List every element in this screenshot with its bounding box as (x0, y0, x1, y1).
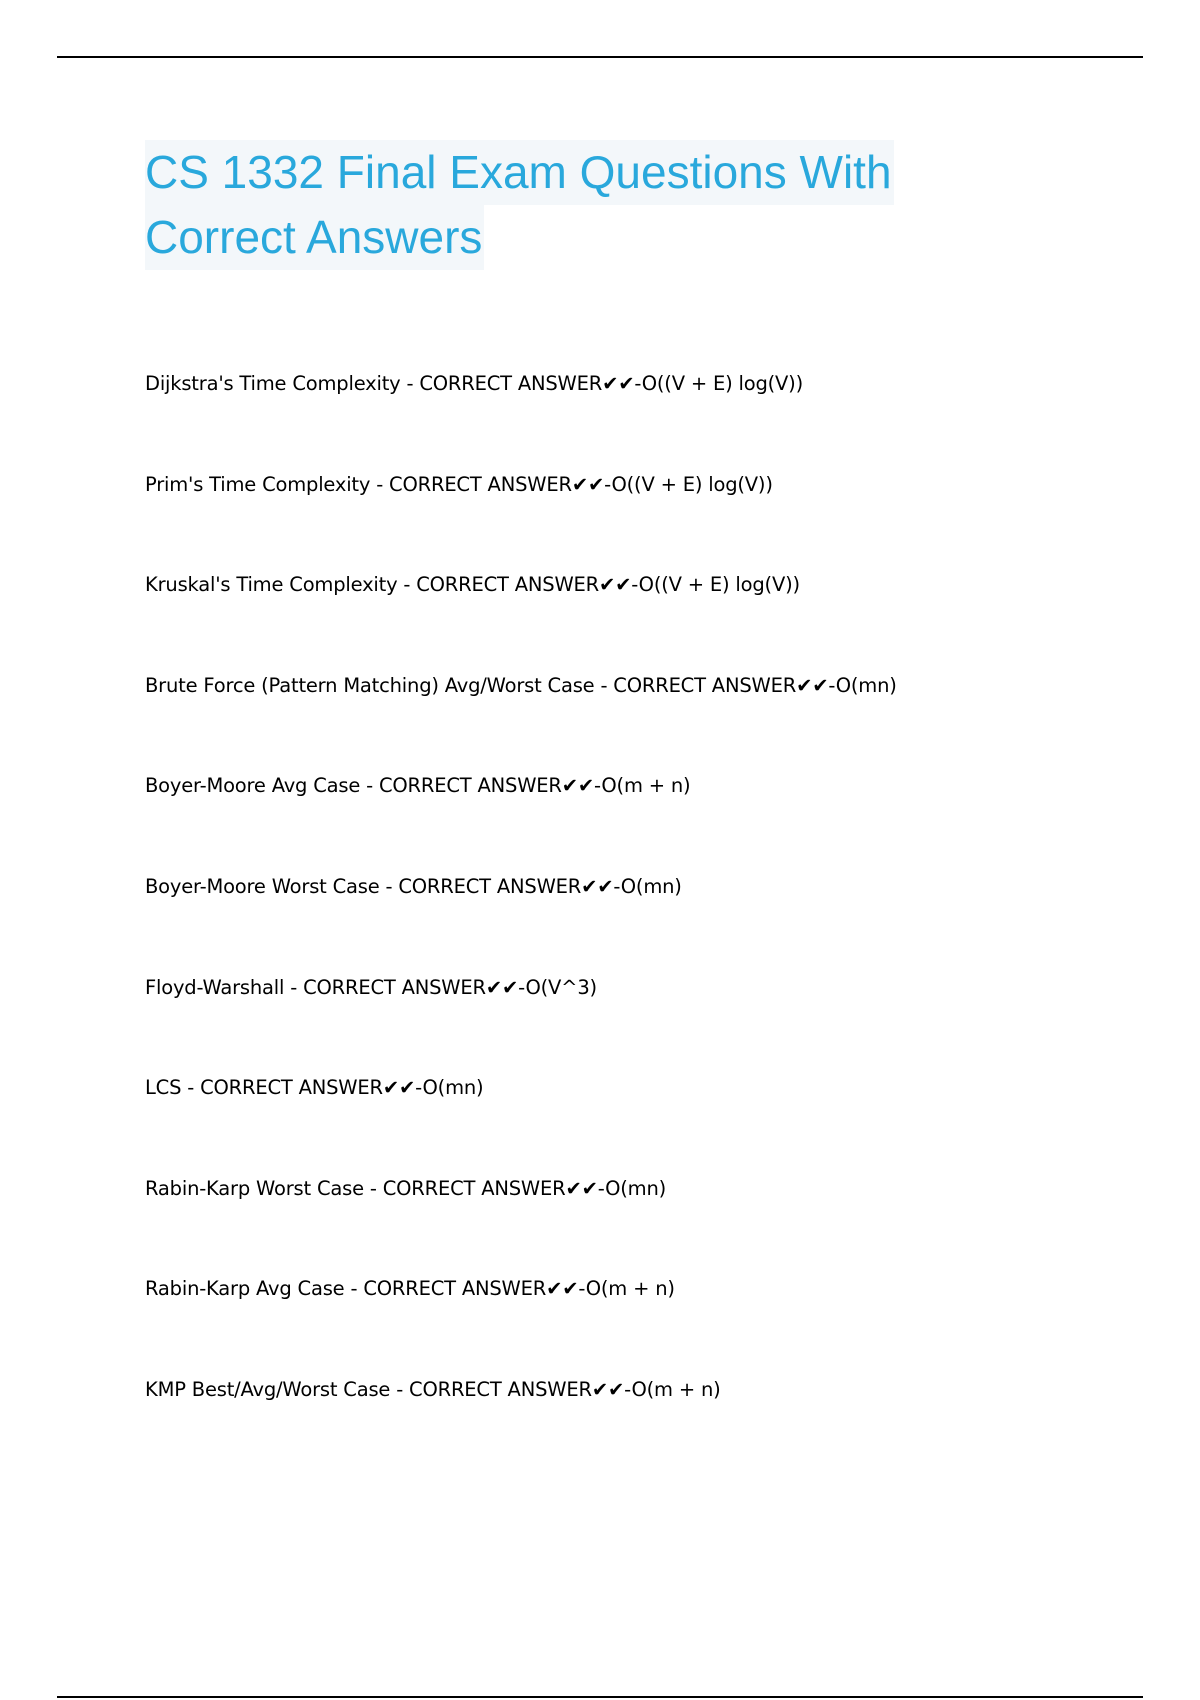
qa-item: Floyd-Warshall - CORRECT ANSWER✔✔-O(V^3) (145, 975, 597, 999)
footer-rule (57, 1696, 1143, 1698)
qa-item: Boyer-Moore Worst Case - CORRECT ANSWER✔✔-O(mn) (145, 874, 682, 898)
qa-item: Brute Force (Pattern Matching) Avg/Worst Case - CORRECT ANSWER✔✔-O(mn) (145, 673, 897, 697)
qa-item: Kruskal's Time Complexity - CORRECT ANSWER✔✔-O((V + E) log(V)) (145, 573, 800, 597)
document-title (145, 140, 1045, 270)
qa-item: Rabin-Karp Worst Case - CORRECT ANSWER✔✔-O(mn) (145, 1176, 667, 1200)
qa-item: Boyer-Moore Avg Case - CORRECT ANSWER✔✔-O(m + n) (145, 774, 691, 798)
title-line-1: CS 1332 Final Exam Questions With (145, 140, 894, 205)
qa-item: LCS - CORRECT ANSWER✔✔-O(mn) (145, 1076, 484, 1100)
qa-item: KMP Best/Avg/Worst Case - CORRECT ANSWER✔✔-O(m + n) (145, 1377, 721, 1401)
qa-item: Rabin-Karp Avg Case - CORRECT ANSWER✔✔-O(m + n) (145, 1277, 675, 1301)
header-rule (57, 56, 1143, 58)
qa-item: Prim's Time Complexity - CORRECT ANSWER✔✔-O((V + E) log(V)) (145, 472, 773, 496)
qa-item: Dijkstra's Time Complexity - CORRECT ANSWER✔✔-O((V + E) log(V)) (145, 372, 803, 395)
question-answer-list (145, 366, 897, 1408)
title-line-2: Correct Answers (145, 205, 484, 270)
